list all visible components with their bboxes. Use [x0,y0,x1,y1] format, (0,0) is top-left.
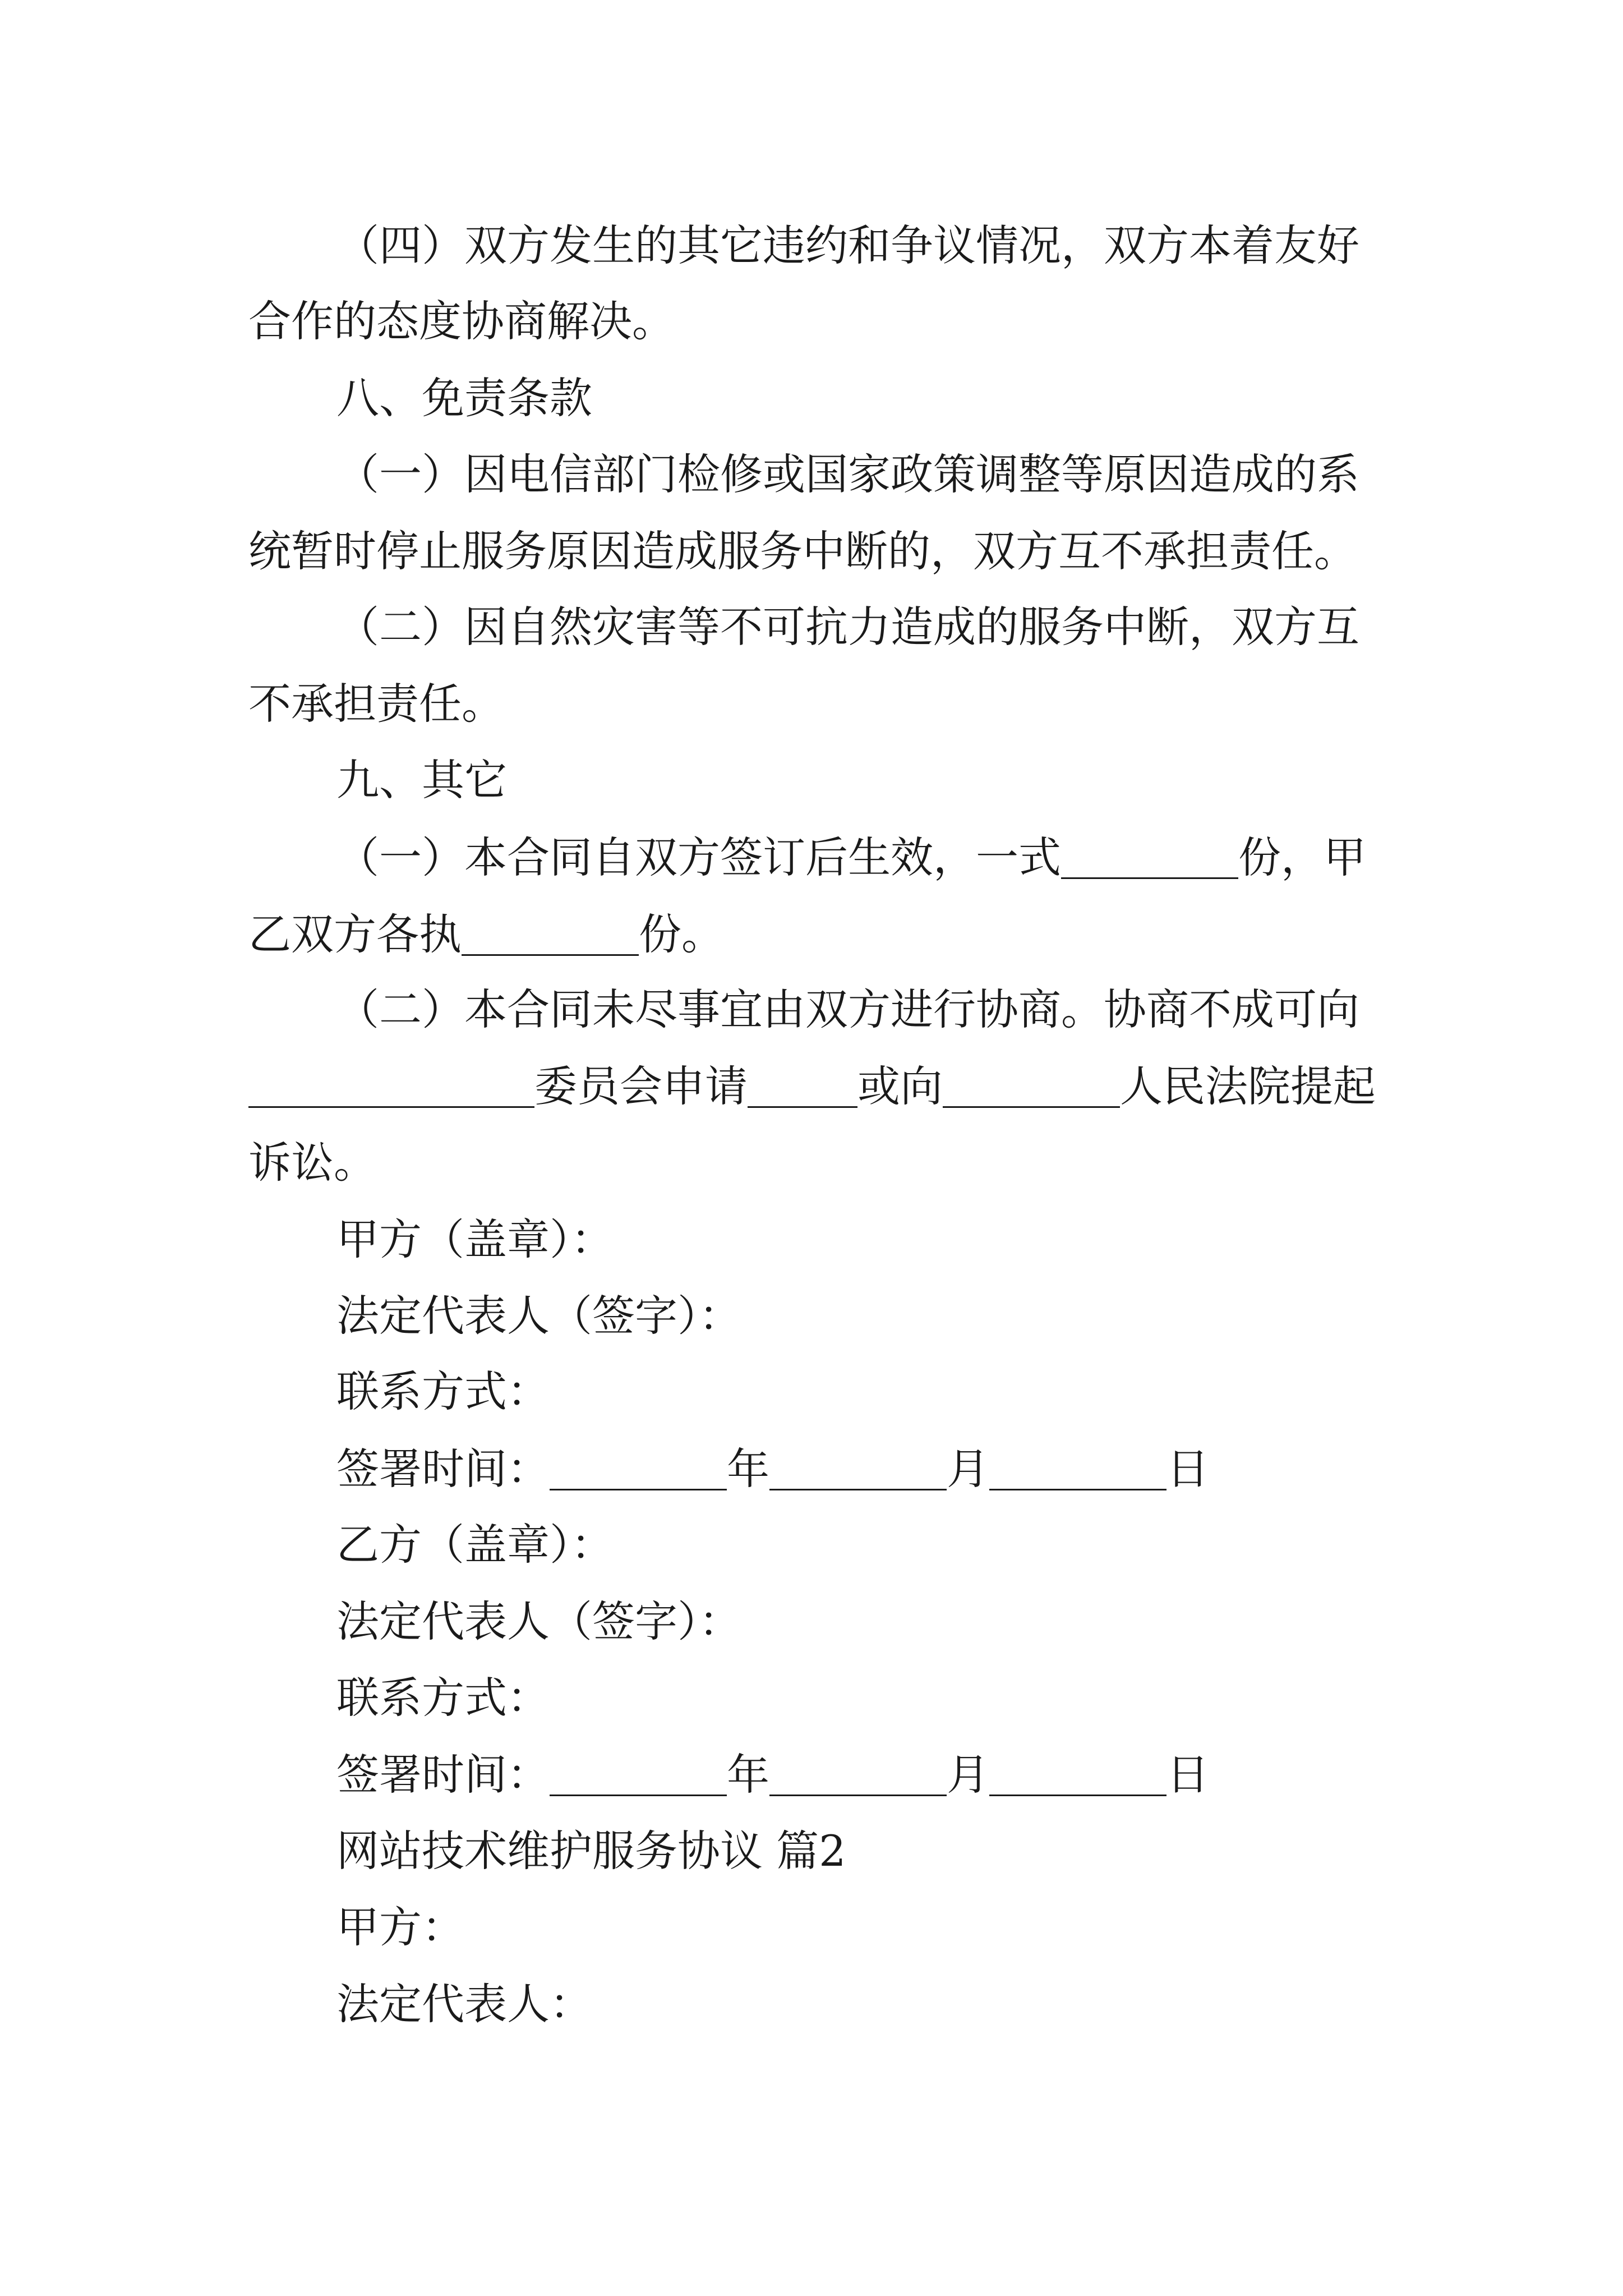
application-blank [748,1065,857,1108]
party-a-day-blank [989,1447,1166,1490]
clause-8-2-line-2: 不承担责任。 [248,679,504,729]
party-b-date-label: 签署时间： [336,1750,550,1800]
clause-9-1-text-b: 份，甲 [1238,832,1366,882]
party-b-seal-label: 乙方（盖章）： [336,1520,614,1570]
party-b-month-blank [769,1753,947,1796]
party-b-day-blank [989,1753,1166,1796]
clause-9-2-text-b: 或向 [857,1061,943,1111]
clause-9-2-line-3: 诉讼。 [248,1138,376,1188]
party-b-signing-date [336,1750,1209,1800]
clause-9-1-text-c: 乙双方各执 [248,909,462,959]
clause-9-2-text-a: 委员会申请 [534,1061,748,1111]
party-a-month-blank [769,1447,947,1490]
section-9-heading: 九、其它 [336,755,507,805]
agreement-2-party-a-label: 甲方： [336,1902,464,1952]
clause-4-line-1: （四）双方发生的其它违约和争议情况，双方本着友好 [336,220,1359,270]
clause-9-1-line-1 [336,832,1366,882]
year-label: 年 [727,1750,769,1800]
committee-blank [248,1065,534,1108]
month-label: 月 [947,1750,989,1800]
section-8-heading: 八、免责条款 [336,373,592,423]
year-label: 年 [727,1444,769,1494]
clause-9-2-text-c: 人民法院提起 [1120,1061,1376,1111]
party-b-year-blank [550,1753,727,1796]
party-a-contact-label: 联系方式： [336,1366,550,1416]
party-a-year-blank [550,1447,727,1490]
day-label: 日 [1166,1444,1209,1494]
clause-4-line-2: 合作的态度协商解决。 [248,296,675,346]
clause-9-1-text-d: 份。 [639,909,724,959]
party-a-representative-label: 法定代表人（签字）： [336,1291,741,1341]
party-a-date-label: 签署时间： [336,1444,550,1494]
clause-9-2-line-2 [248,1061,1376,1111]
month-label: 月 [947,1444,989,1494]
clause-8-2-line-1: （二）因自然灾害等不可抗力造成的服务中断，双方互 [336,602,1359,652]
copies-total-blank [1061,836,1238,879]
day-label: 日 [1166,1750,1209,1800]
clause-9-1-line-2 [248,909,724,959]
clause-8-1-line-1: （一）因电信部门检修或国家政策调整等原因造成的系 [336,449,1359,499]
clause-8-1-line-2: 统暂时停止服务原因造成服务中断的，双方互不承担责任。 [248,526,1357,576]
party-b-contact-label: 联系方式： [336,1673,550,1723]
clause-9-1-text-a: （一）本合同自双方签订后生效，一式 [336,832,1061,882]
clause-9-2-line-1: （二）本合同未尽事宜由双方进行协商。协商不成可向 [336,984,1359,1034]
party-b-representative-label: 法定代表人（签字）： [336,1596,741,1646]
copies-each-blank [462,913,639,956]
court-blank [943,1065,1120,1108]
agreement-2-title: 网站技术维护服务协议 篇2 [336,1826,846,1876]
party-a-seal-label: 甲方（盖章）： [336,1214,614,1264]
party-a-signing-date [336,1444,1209,1494]
agreement-2-representative-label: 法定代表人： [336,1979,592,2029]
